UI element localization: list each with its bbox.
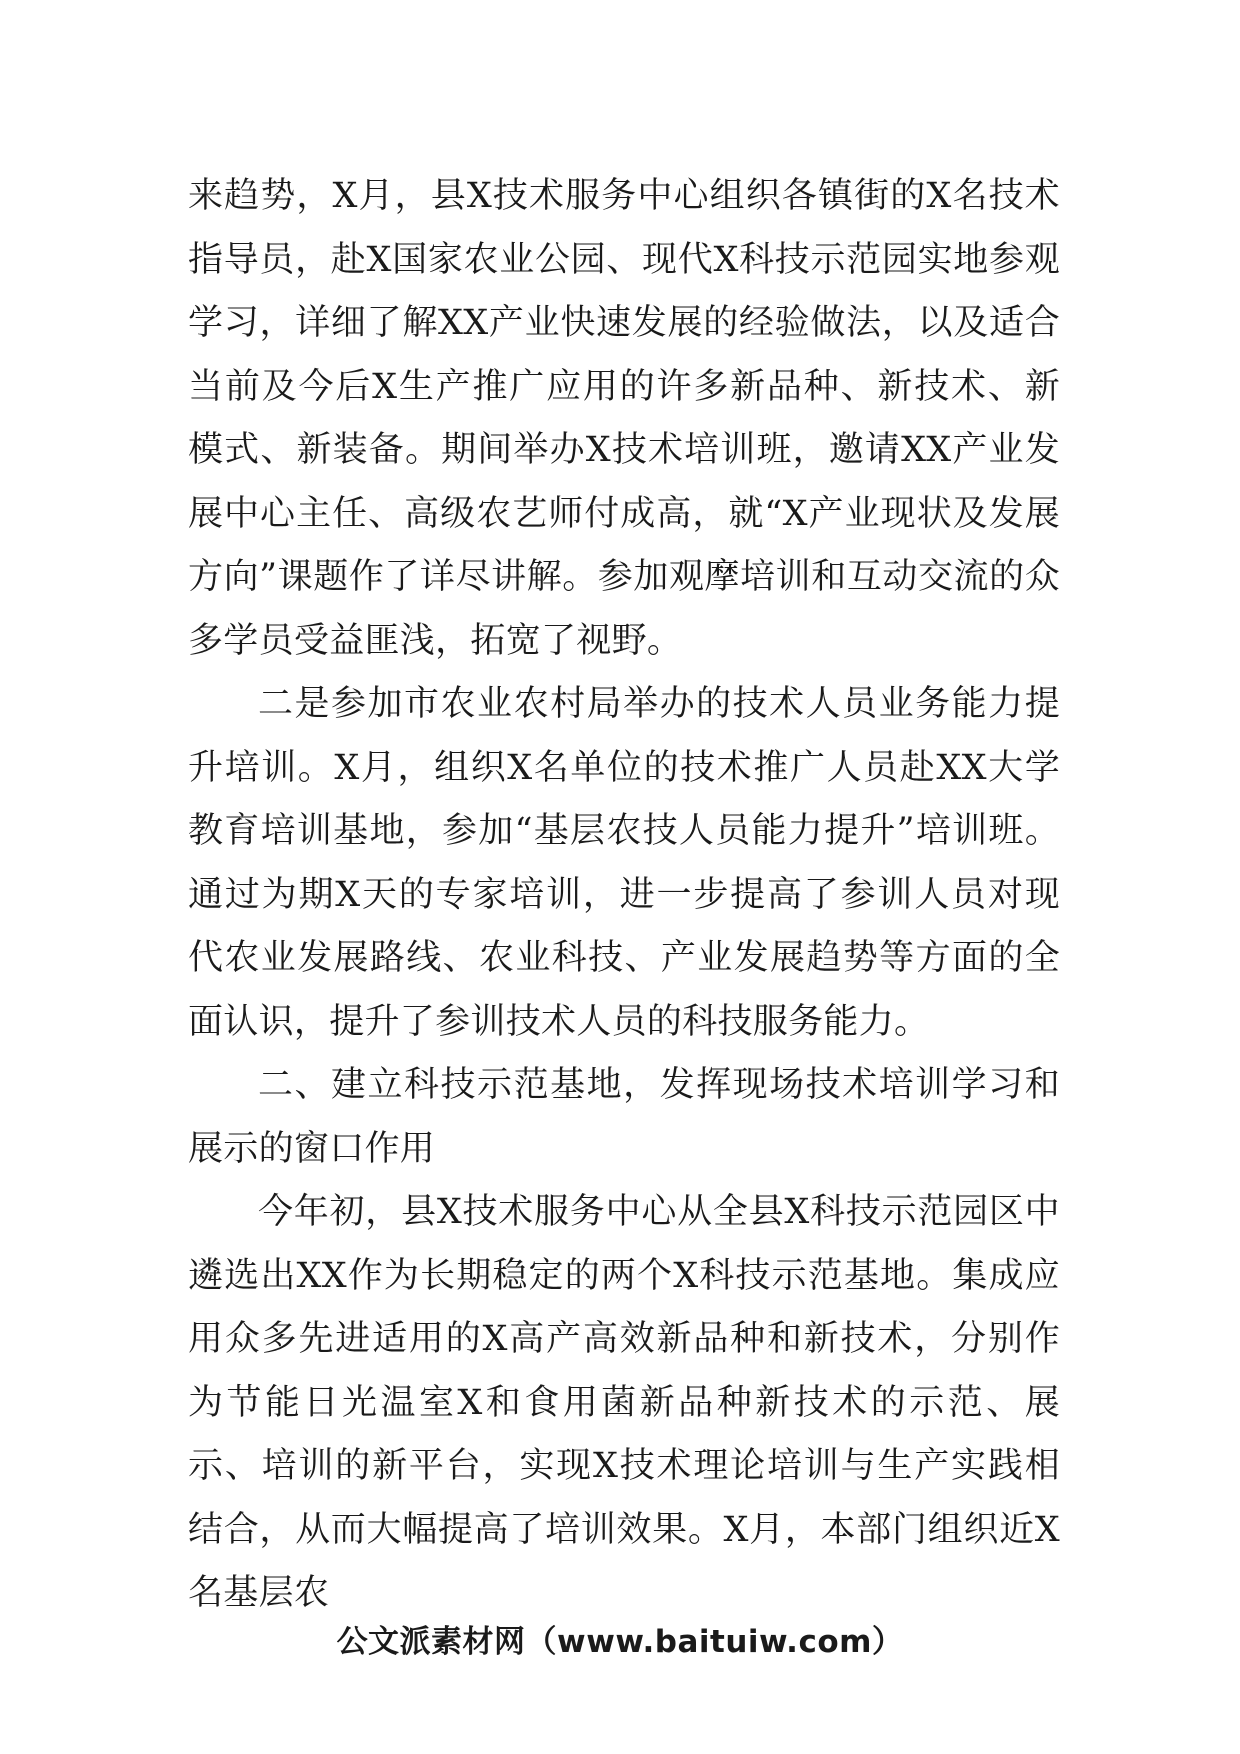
paragraph-trend-visit: 来趋势，X月，县X技术服务中心组织各镇街的X名技术指导员，赴X国家农业公园、现代X科技示范园实地参观学习，详细了解XX产业快速发展的经验做法，以及适合当前及今后X生产推广应用的许多新品种、新技术、新模式、新装备。期间举办X技术培训班，邀请XX产业发展中心主任、高级农艺师付成高，就“X产业现状及发展方向”课题作了详尽讲解。参加观摩培训和互动交流的众多学员受益匪浅，拓宽了视野。 [188,176,1060,661]
section-heading-demo-base: 二、建立科技示范基地，发挥现场技术培训学习和展示的窗口作用 [188,1065,1060,1169]
document-body [188,165,1060,1626]
footer-watermark: 公文派素材网（www.baituiw.com） [336,1624,904,1660]
paragraph-demo-base: 今年初，县X技术服务中心从全县X科技示范园区中遴选出XX作为长期稳定的两个X科技示范基地。集成应用众多先进适用的X高产高效新品种和新技术，分别作为节能日光温室X和食用菌新品种新技术的示范、展示、培训的新平台，实现X技术理论培训与生产实践相结合，从而大幅提高了培训效果。X月，本部门组织近X名基层农 [188,1192,1060,1613]
paragraph-municipal-training: 二是参加市农业农村局举办的技术人员业务能力提升培训。X月，组织X名单位的技术推广人员赴XX大学教育培训基地，参加“基层农技人员能力提升”培训班。通过为期X天的专家培训，进一步提高了参训人员对现代农业发展路线、农业科技、产业发展趋势等方面的全面认识，提升了参训技术人员的科技服务能力。 [188,684,1060,1042]
